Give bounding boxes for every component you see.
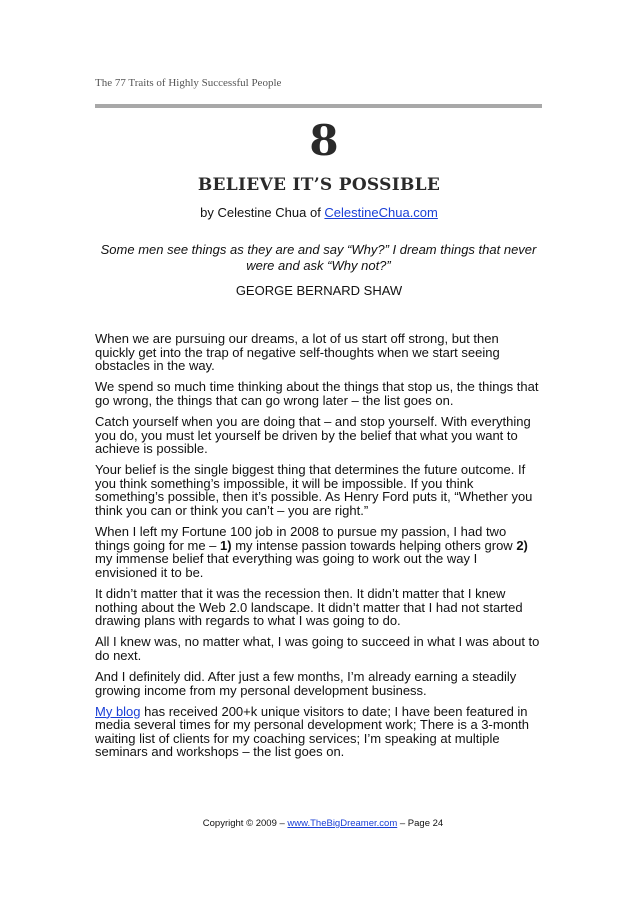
paragraph: Catch yourself when you are doing that – and stop yourself. With everything you do, you must let yourself be driven by the belief that what you want to achieve is possible. xyxy=(95,413,531,457)
paragraph: And I definitely did. After just a few months, I’m already earning a steadily growing income from my personal development business. xyxy=(95,668,517,698)
list-marker-2: 2) xyxy=(516,537,528,553)
list-marker-1: 1) xyxy=(220,537,232,553)
footer-site-link[interactable]: www.TheBigDreamer.com xyxy=(287,818,398,829)
paragraph: Your belief is the single biggest thing that determines the future outcome. If you think something’s impossible, it will be impossible. If you think something’s possible, then it’s possible. As Henry Ford puts it, “Whether you think you can or think you can’t – you are right.” xyxy=(95,462,533,519)
paragraph-text: my immense belief that everything was going to work out the way I envisioned it to be. xyxy=(95,551,478,580)
byline xyxy=(0,205,638,220)
byline-prefix: by Celestine Chua of xyxy=(200,205,325,220)
blog-link[interactable]: My blog xyxy=(95,703,141,719)
running-header: The 77 Traits of Highly Successful People xyxy=(95,77,282,89)
paragraph-text: has received 200+k unique visitors to date; I have been featured in media several times for my personal development work; There is a 3-month waiting list of clients for my coaching services; I’m speaking at multiple seminars and workshops – the list goes on. xyxy=(95,703,530,760)
paragraph xyxy=(95,705,541,759)
author-site-link[interactable]: CelestineChua.com xyxy=(324,205,438,220)
body-text xyxy=(95,332,541,767)
paragraph: All I knew was, no matter what, I was going to succeed in what I was about to do next. xyxy=(95,634,540,663)
paragraph-text: When I left my Fortune 100 job in 2008 to pursue my passion, I had two things going for me – xyxy=(95,524,507,553)
paragraph-text: my intense passion towards helping others grow xyxy=(231,537,517,553)
epigraph-quote: Some men see things as they are and say “Why?” I dream things that never were and ask “Why not?” xyxy=(100,242,537,273)
quote-author: GEORGE BERNARD SHAW xyxy=(235,283,403,298)
paragraph: When we are pursuing our dreams, a lot of us start off strong, but then quickly get into the trap of negative self-thoughts when we start seeing obstacles in the way. xyxy=(95,331,500,374)
paragraph: It didn’t matter that it was the recession then. It didn’t matter that I knew nothing about the Web 2.0 landscape. It didn’t matter that I had not started drawing plans with regards to what I was going to do. xyxy=(95,586,523,629)
page-footer xyxy=(0,818,638,829)
paragraph: We spend so much time thinking about the things that stop us, the things that go wrong, the things that can go wrong later – the list goes on. xyxy=(95,379,539,408)
footer-prefix: Copyright © 2009 – xyxy=(202,818,288,829)
header-divider xyxy=(95,104,542,108)
paragraph xyxy=(95,525,541,579)
chapter-title: BELIEVE IT’S POSSIBLE xyxy=(197,175,441,195)
footer-suffix: – Page 24 xyxy=(397,818,444,829)
chapter-number: 8 xyxy=(309,116,339,165)
